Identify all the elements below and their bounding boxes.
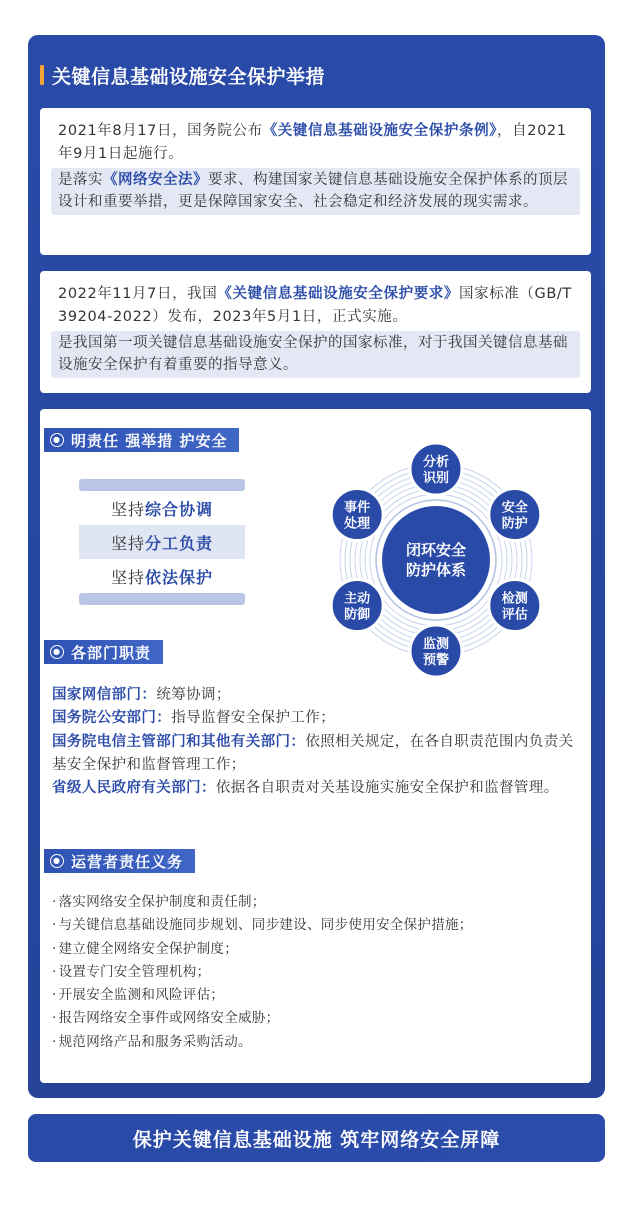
department-name: 国务院电信主管部门和其他有关部门： (52, 733, 306, 750)
stack-cap-top (79, 479, 245, 491)
cycle-node (489, 489, 541, 541)
standard-date-text: 国家标准（GB/T 39204-2022）发布，2023年5月1日，正式实施。 (58, 286, 572, 325)
cycle-node (489, 580, 541, 632)
duty-item: · 设置专门安全管理机构； (52, 961, 582, 984)
section-tag-operators (44, 849, 195, 873)
department-duty: 统筹协调； (156, 687, 231, 703)
duty-item: · 规范网络产品和服务采购活动。 (52, 1031, 582, 1054)
cycle-node-label: 处理 (344, 516, 371, 532)
duty-item: · 与关键信息基础设施同步规划、同步建设、同步使用安全保护措施； (52, 914, 582, 937)
department-duty: 依据各自职责对关基设施实施安全保护和监督管理。 (215, 780, 559, 797)
department-item (52, 707, 582, 730)
regulation-card (40, 108, 591, 255)
department-item (52, 777, 582, 800)
page-title-text: 关键信息基础设施安全保护举措 (52, 65, 326, 88)
department-item (52, 684, 582, 707)
section-tag-label: 明责任 强举措 护安全 (71, 431, 228, 450)
cycle-node-label: 检测 (501, 591, 528, 607)
principle-prefix: 坚持 (110, 499, 145, 519)
shield-icon: ● (50, 645, 64, 659)
department-name: 国务院公安部门： (52, 710, 172, 727)
principle-keyword: 依法保护 (145, 567, 214, 587)
regulation-note-text-b: 要求、构建国家关键信息基础设施安全保护体系的顶层设计和重要举措，更是保障国家安全、社会稳定和经济发展的现实需求。 (58, 172, 568, 210)
regulation-note-text-a: 是落实 (58, 172, 103, 188)
regulation-title: 《关键信息基础设施安全保护条例》 (262, 123, 498, 139)
regulation-lead (51, 120, 580, 166)
cycle-node (331, 489, 383, 541)
principle-prefix: 坚持 (110, 567, 145, 587)
regulation-note (51, 168, 580, 215)
cycle-node (410, 625, 462, 677)
section-tag-responsibility (44, 428, 239, 452)
cycle-center-line1: 闭环安全 (405, 541, 467, 559)
cycle-node (331, 580, 383, 632)
department-name: 国家网信部门： (52, 687, 157, 703)
cybersecurity-law-title: 《网络安全法》 (103, 172, 208, 188)
duty-item: · 建立健全网络安全保护制度； (52, 938, 582, 961)
cycle-node-label: 防护 (501, 516, 528, 532)
standard-card (40, 271, 591, 393)
page-title (40, 62, 325, 88)
principle-item (79, 559, 245, 593)
cycle-node-label: 评估 (501, 607, 528, 623)
principle-item (79, 491, 245, 525)
standard-title: 《关键信息基础设施安全保护要求》 (217, 286, 459, 302)
department-list (52, 684, 582, 800)
principle-keyword: 综合协调 (145, 499, 214, 519)
shield-icon: ● (50, 854, 64, 868)
cycle-node-label: 预警 (422, 653, 450, 668)
principle-item (79, 525, 245, 559)
footer-slogan: 保护关键信息基础设施 筑牢网络安全屏障 (132, 1128, 501, 1151)
cycle-node-label: 识别 (422, 471, 450, 486)
cycle-node-label: 防御 (344, 607, 371, 623)
department-item (52, 731, 582, 778)
duty-item: · 报告网络安全事件或网络安全威胁； (52, 1007, 582, 1030)
regulation-date-text: ，自2021年9月1日起施行。 (58, 123, 567, 162)
stack-cap-bottom (79, 593, 245, 605)
operator-duty-list (52, 891, 582, 1054)
principle-prefix: 坚持 (110, 533, 145, 553)
department-duty: 依照相关规定，在各自职责范围内负责关基安全保护和监督管理工作； (52, 733, 574, 773)
department-duty: 指导监督安全保护工作； (171, 710, 336, 727)
principles-stack (79, 479, 245, 605)
cycle-node-label: 分析 (422, 455, 450, 470)
footer-banner (28, 1114, 605, 1162)
cycle-node-label: 监测 (422, 637, 450, 652)
cycle-node-label: 安全 (501, 500, 528, 516)
cycle-center (382, 506, 490, 614)
title-accent-bar (40, 65, 44, 85)
section-tag-label: 各部门职责 (71, 643, 152, 662)
department-name: 省级人民政府有关部门： (52, 780, 216, 797)
standard-lead-text: 2022年11月7日，我国 (58, 286, 218, 302)
duty-item: · 落实网络安全保护制度和责任制； (52, 891, 582, 914)
section-tag-departments (44, 640, 163, 664)
duty-item: · 开展安全监测和风险评估； (52, 984, 582, 1007)
section-tag-label: 运营者责任义务 (71, 852, 184, 871)
principle-keyword: 分工负责 (145, 533, 214, 553)
cycle-node (410, 443, 462, 495)
regulation-lead-text: 2021年8月17日，国务院公布 (58, 123, 263, 139)
cycle-node-label: 主动 (344, 591, 371, 607)
cycle-center-line2: 防护体系 (405, 561, 467, 579)
standard-lead (51, 283, 580, 329)
shield-icon: ● (50, 433, 64, 447)
protection-cycle-diagram (318, 433, 554, 683)
cycle-node-label: 事件 (344, 500, 371, 516)
standard-note: 是我国第一项关键信息基础设施安全保护的国家标准，对于我国关键信息基础设施安全保护有着重要的指导意义。 (51, 331, 580, 378)
